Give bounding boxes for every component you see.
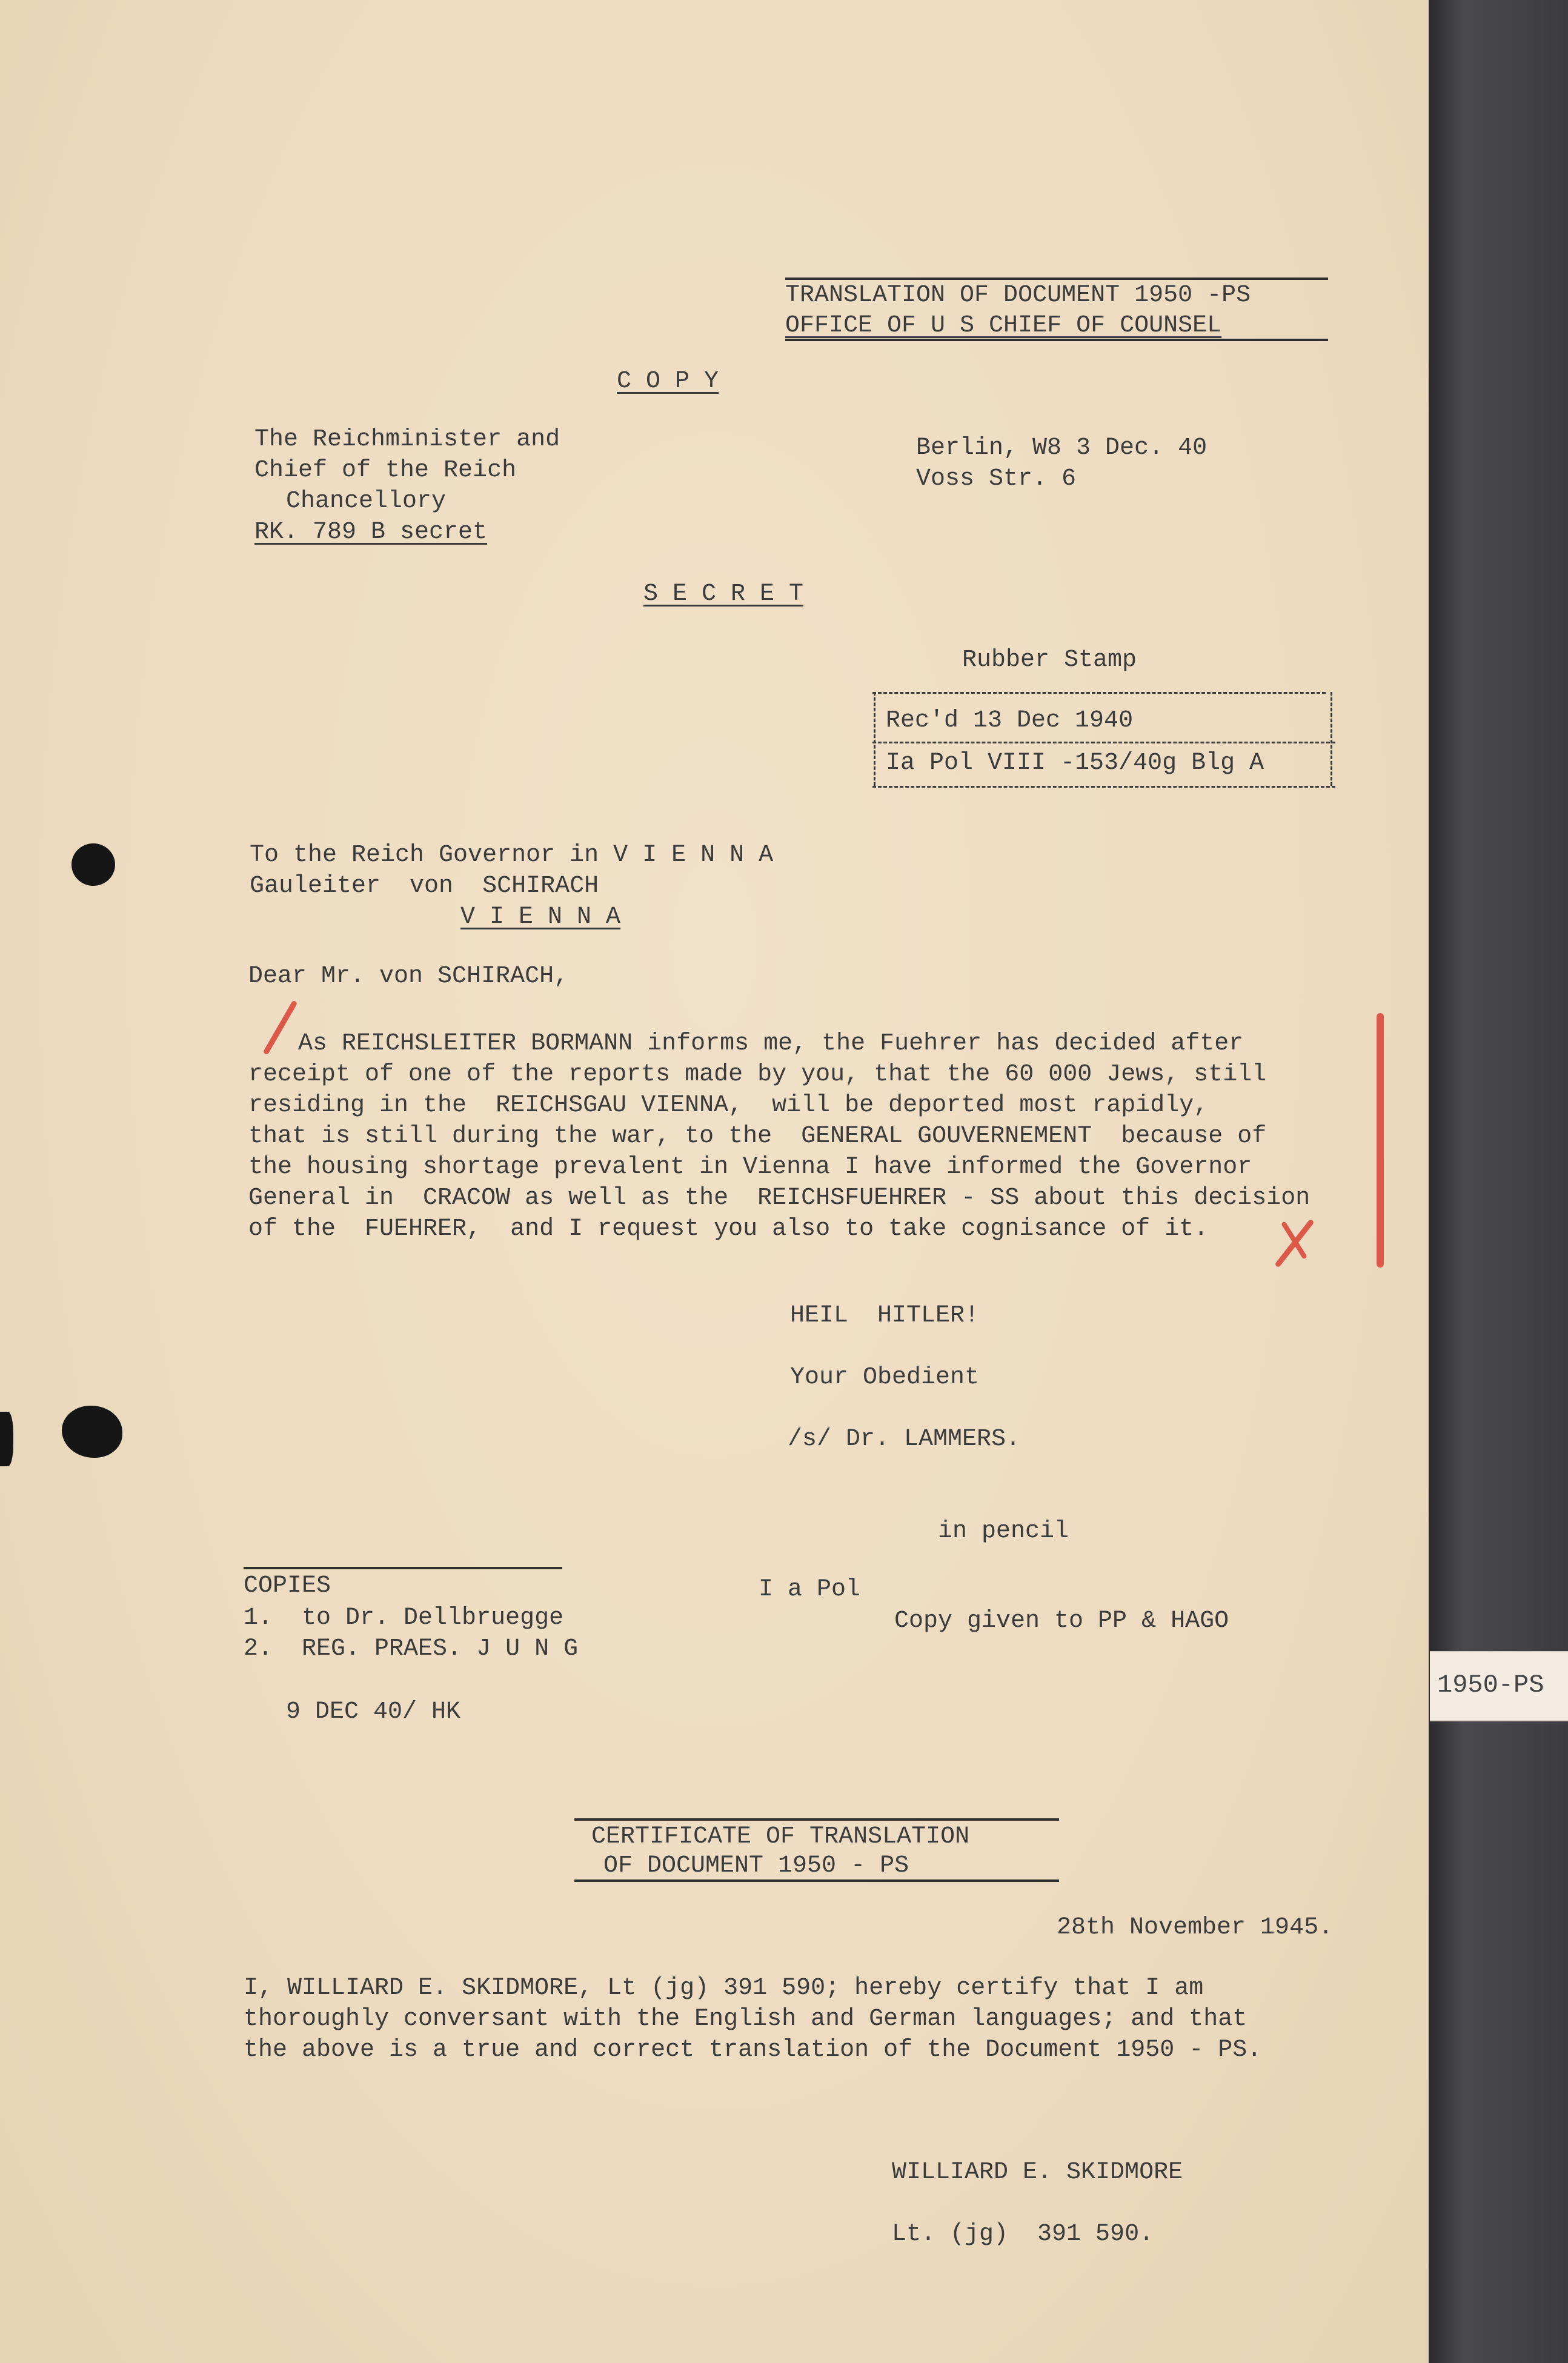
body-line-1: As REICHSLEITER BORMANN informs me, the Fuehrer has decided after — [298, 1030, 1244, 1057]
sender-reference: RK. 789 B secret — [254, 519, 488, 546]
stamp-border-bottom — [872, 786, 1335, 788]
header-rule-bottom — [785, 339, 1328, 341]
copies-heading: COPIES — [244, 1572, 331, 1600]
edge-tear-mark — [0, 1412, 13, 1466]
sender-line-3: Chancellory — [286, 488, 447, 515]
closing-signature: /s/ Dr. LAMMERS. — [788, 1426, 1021, 1453]
recipient-line-2: Gauleiter von SCHIRACH — [250, 872, 599, 900]
punch-hole-top — [71, 843, 115, 886]
sender-line-2: Chief of the Reich — [254, 457, 517, 484]
copy-given-note: Copy given to PP & HAGO — [894, 1607, 1229, 1635]
certificate-title-2: OF DOCUMENT 1950 - PS — [603, 1852, 909, 1879]
exhibit-tab-label: 1950-PS — [1437, 1670, 1544, 1700]
body-line-3: residing in the REICHSGAU VIENNA, will be deported most rapidly, — [248, 1092, 1209, 1119]
street-address: Voss Str. 6 — [916, 465, 1077, 493]
certificate-rule-top — [574, 1818, 1059, 1821]
body-line-2: receipt of one of the reports made by you, that the 60 000 Jews, still — [248, 1061, 1267, 1088]
stamp-file-number: Ia Pol VIII -153/40g Blg A — [886, 749, 1264, 777]
body-line-4: that is still during the war, to the GENERAL GOUVERNEMENT because of — [248, 1123, 1267, 1150]
stamp-border-left — [874, 692, 875, 786]
certificate-title-1: CERTIFICATE OF TRANSLATION — [591, 1823, 970, 1850]
copies-date-note: 9 DEC 40/ HK — [286, 1698, 461, 1726]
pencil-note: in pencil — [938, 1518, 1069, 1545]
header-translation-line: TRANSLATION OF DOCUMENT 1950 -PS — [785, 282, 1251, 309]
certificate-text-2: thoroughly conversant with the English and German languages; and that — [244, 2006, 1247, 2033]
stamp-border-middle — [872, 742, 1335, 743]
header-office-line: OFFICE OF U S CHIEF OF COUNSEL — [785, 312, 1222, 339]
copies-item-1: 1. to Dr. Dellbruegge — [244, 1604, 564, 1632]
certificate-signer: WILLIARD E. SKIDMORE — [892, 2159, 1183, 2186]
exhibit-tab — [1430, 1651, 1568, 1721]
secret-label: S E C R E T — [643, 580, 804, 608]
salutation: Dear Mr. von SCHIRACH, — [248, 963, 569, 990]
closing-greeting: HEIL HITLER! — [790, 1302, 980, 1329]
certificate-text-3: the above is a true and correct translation of the Document 1950 - PS. — [244, 2036, 1262, 2064]
recipient-line-1: To the Reich Governor in V I E N N A — [250, 842, 774, 869]
stamp-received-date: Rec'd 13 Dec 1940 — [886, 707, 1134, 734]
copies-rule — [244, 1567, 562, 1569]
body-line-6: General in CRACOW as well as the REICHSFUEHRER - SS about this decision — [248, 1185, 1311, 1212]
ia-pol-note: I a Pol — [759, 1576, 861, 1603]
red-pencil-margin-bar — [1377, 1013, 1384, 1268]
place-date: Berlin, W8 3 Dec. 40 — [916, 434, 1208, 462]
body-line-5: the housing shortage prevalent in Vienna I have informed the Governor — [248, 1154, 1252, 1181]
certificate-rule-bottom — [574, 1879, 1059, 1882]
recipient-line-3: V I E N N A — [460, 903, 621, 931]
sender-line-1: The Reichminister and — [254, 426, 560, 453]
stamp-border-top — [872, 692, 1326, 694]
scan-background-edge — [1429, 0, 1568, 2363]
copies-item-2: 2. REG. PRAES. J U N G — [244, 1635, 579, 1663]
certificate-text-1: I, WILLIARD E. SKIDMORE, Lt (jg) 391 590; hereby certify that I am — [244, 1975, 1204, 2002]
stamp-label: Rubber Stamp — [962, 646, 1137, 674]
stamp-border-right — [1330, 692, 1332, 786]
certificate-rank: Lt. (jg) 391 590. — [892, 2221, 1154, 2248]
certificate-date: 28th November 1945. — [1057, 1914, 1334, 1941]
closing-valediction: Your Obedient — [790, 1364, 980, 1391]
copy-label: C O P Y — [617, 368, 719, 395]
body-line-7: of the FUEHRER, and I request you also to take cognisance of it. — [248, 1215, 1209, 1243]
